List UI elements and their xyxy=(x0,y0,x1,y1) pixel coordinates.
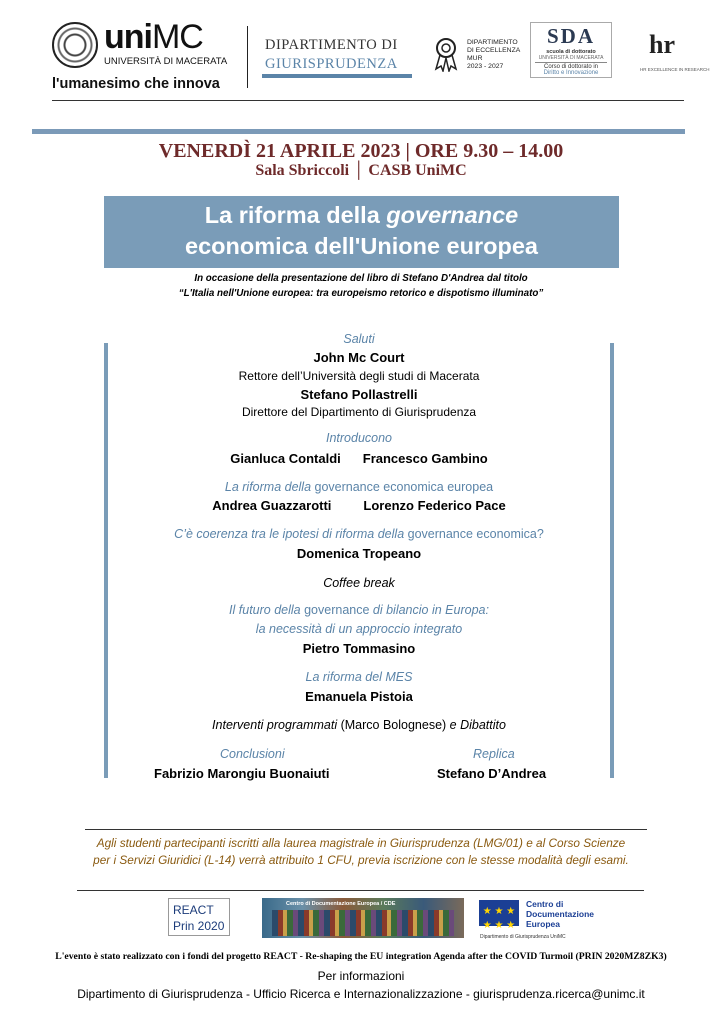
react-prin-logo: REACT Prin 2020 xyxy=(168,898,230,936)
replica-speaker: Stefano D’Andrea xyxy=(437,766,547,781)
event-title-line2: economica dell'Unione europea xyxy=(185,233,538,259)
intro-speakers: Gianluca Contaldi Francesco Gambino xyxy=(230,451,488,466)
event-date: VENERDÌ 21 APRILE 2023 | ORE 9.30 – 14.00 xyxy=(158,140,564,162)
header-rule xyxy=(52,100,684,101)
coffee-break: Coffee break xyxy=(323,576,395,590)
program-frame-right xyxy=(610,343,614,778)
university-seal-icon xyxy=(52,22,98,68)
header-separator xyxy=(247,26,248,88)
footer-rule-bottom xyxy=(77,890,644,891)
book-intro-line2: “L'Italia nell'Unione europea: tra europeismo retorico e dispotismo illuminato” xyxy=(178,288,544,299)
conclusioni-label: Conclusioni xyxy=(220,747,285,761)
info-contact: Dipartimento di Giurisprudenza - Ufficio Ricerca e Internazionalizzazione - giurisprudenza.ricerca@unimc.it xyxy=(77,987,645,1001)
top-accent-bar xyxy=(32,129,685,134)
eu-documentation-center-logo: Centro di Documentazione Europea xyxy=(526,899,595,929)
conclusioni-speaker: Fabrizio Marongiu Buonaiuti xyxy=(154,766,330,781)
event-title-box xyxy=(104,196,619,268)
dept-name-line2: GIURISPRUDENZA xyxy=(265,56,398,72)
speaker-pollastrelli: Stefano Pollastrelli xyxy=(300,387,418,402)
session4-speaker: Emanuela Pistoia xyxy=(305,689,413,704)
excellence-label: DIPARTIMENTO DI ECCELLENZA MUR 2023 - 2027 xyxy=(467,39,521,70)
session1-label: La riforma della governance economica europea xyxy=(224,480,494,494)
cfu-note-line2: per i Servizi Giuridici (L-14) verrà attribuito 1 CFU, previa iscrizione con le stesse modalità degli esami. xyxy=(93,853,629,867)
introducono-label: Introducono xyxy=(325,431,393,445)
book-intro-line1: In occasione della presentazione del libro di Stefano D'Andrea dal titolo xyxy=(194,273,528,284)
replica-label: Replica xyxy=(473,747,515,761)
funding-note: L'evento è stato realizzato con i fondi del progetto REACT - Re-shaping the EU integration Agenda after the COVID Turmoil (PRIN 2020MZ8ZK3) xyxy=(55,951,667,962)
hr-excellence-subtitle: HR EXCELLENCE IN RESEARCH xyxy=(640,67,710,72)
books-image xyxy=(272,910,454,936)
session2-speaker: Domenica Tropeano xyxy=(296,546,422,561)
footer-rule-top xyxy=(85,829,647,830)
session3-label-line2: la necessità di un approccio integrato xyxy=(255,622,463,636)
session3-speaker: Pietro Tommasino xyxy=(302,641,416,656)
session3-label-line1: Il futuro della governance di bilancio in Europa: xyxy=(229,603,489,617)
dept-name-line1: DIPARTIMENTO DI xyxy=(265,37,398,53)
info-label: Per informazioni xyxy=(317,969,405,983)
session4-label: La riforma del MES xyxy=(305,670,413,684)
dept-underline xyxy=(262,74,412,78)
hr-excellence-logo: hr xyxy=(649,30,675,59)
session2-label: C’è coerenza tra le ipotesi di riforma della governance economica? xyxy=(174,527,544,541)
saluti-label: Saluti xyxy=(343,332,375,346)
event-place: Sala Sbriccoli │ CASB UniMC xyxy=(255,162,467,179)
sda-logo: SDA scuola di dottorato UNIVERSITÀ DI MACERATA Corso di dottorato in Diritto e Innovazione xyxy=(530,22,612,78)
unimc-tagline: l'umanesimo che innova xyxy=(52,76,220,92)
speaker-mc-court: John Mc Court xyxy=(313,350,405,365)
event-title-line1: La riforma della governance xyxy=(204,202,519,228)
speaker-pollastrelli-role: Direttore del Dipartimento di Giurisprudenza xyxy=(241,405,477,419)
eu-dept-caption: Dipartimento di Giurisprudenza UniMC xyxy=(480,934,566,940)
unimc-logo-subtitle: UNIVERSITÀ DI MACERATA xyxy=(104,56,228,67)
cfu-note-line1: Agli studenti partecipanti iscritti alla laurea magistrale in Giurisprudenza (LMG/01) e al Corso Scienze xyxy=(96,836,626,850)
session1-speakers: Andrea Guazzarotti Lorenzo Federico Pace xyxy=(212,498,506,513)
speaker-mc-court-role: Rettore dell’Università degli studi di Macerata xyxy=(238,369,480,383)
unimc-logo: uniMC xyxy=(104,18,203,56)
cde-banner-image: Centro di Documentazione Europea / CDE xyxy=(262,898,464,938)
eu-flag-icon: ★ ★ ★ ★ ★ ★ xyxy=(479,900,519,926)
excellence-medal-icon xyxy=(431,36,461,72)
interventi-line: Interventi programmati (Marco Bolognese) e Dibattito xyxy=(212,718,506,732)
